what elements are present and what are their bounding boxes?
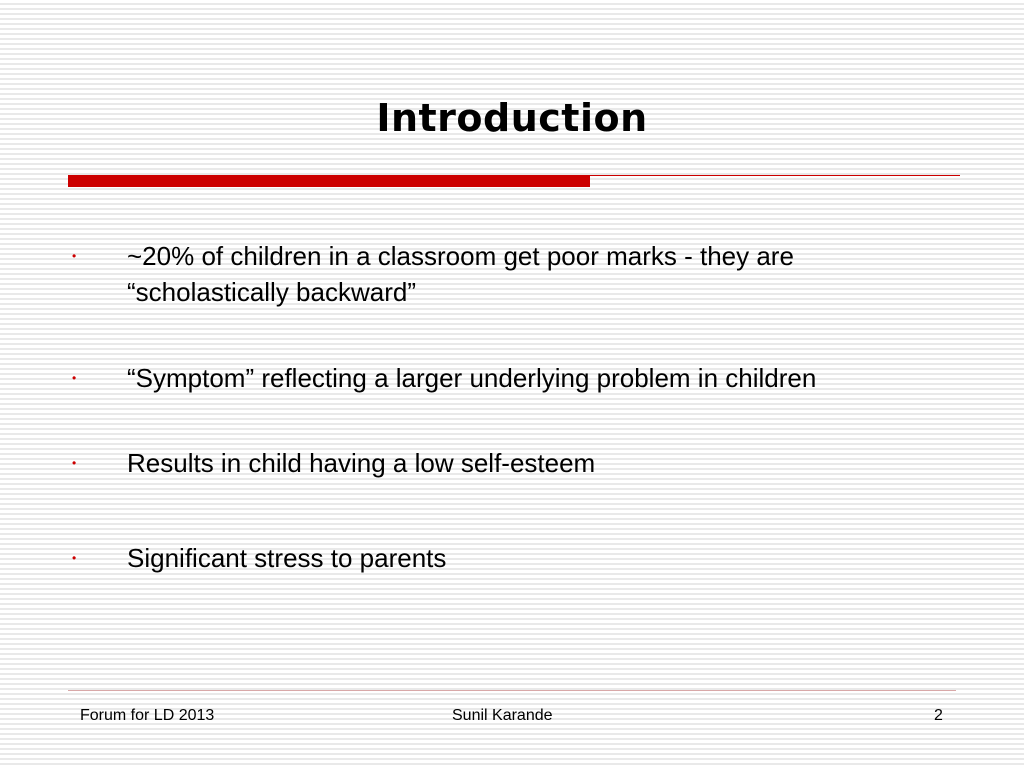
bullet-dot-icon: • <box>72 456 77 470</box>
footer-divider <box>68 690 956 691</box>
bullet-item <box>68 360 948 396</box>
bullet-text: ~20% of children in a classroom get poor marks - they are “scholastically backward” <box>127 241 794 307</box>
bullet-dot-icon: • <box>72 371 77 385</box>
bullet-item <box>68 238 948 310</box>
bullet-text: Results in child having a low self-esteem <box>127 448 596 478</box>
bullet-dot-icon: • <box>72 551 77 565</box>
bullet-dot-icon: • <box>72 249 77 263</box>
bullet-item <box>68 445 948 481</box>
title-underline-thick <box>68 175 590 187</box>
page-number: 2 <box>934 707 943 724</box>
slide-title: Introduction <box>376 96 648 140</box>
bullet-text: “Symptom” reflecting a larger underlying problem in children <box>127 363 817 393</box>
bullet-text: Significant stress to parents <box>127 543 447 573</box>
title-underline-thin <box>590 175 960 176</box>
footer-event: Forum for LD 2013 <box>80 707 215 724</box>
bullet-item <box>68 540 948 576</box>
footer-author: Sunil Karande <box>452 707 553 724</box>
